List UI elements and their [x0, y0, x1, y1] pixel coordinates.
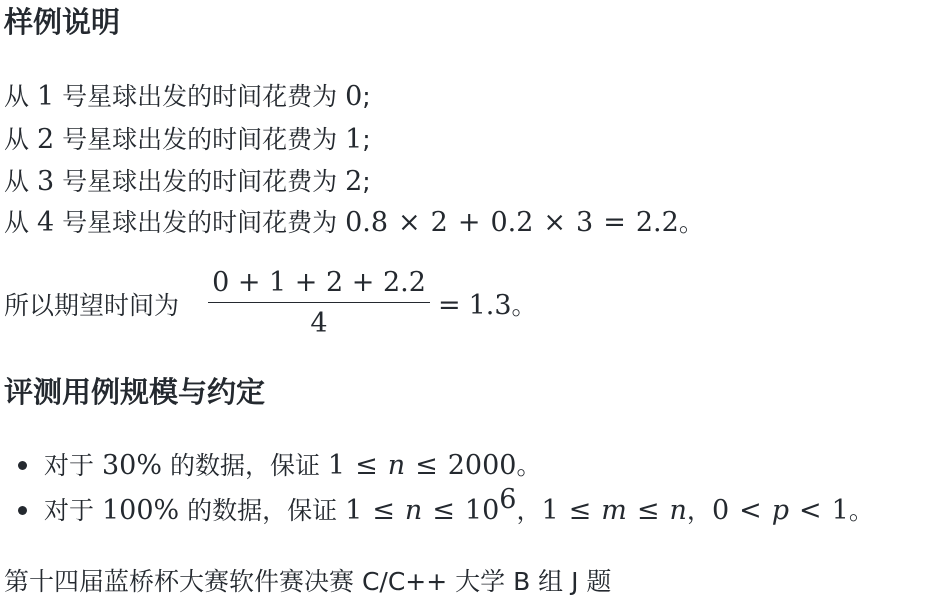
power-base: 10	[464, 495, 500, 526]
fraction-bar	[208, 302, 430, 303]
math-term: 0	[711, 495, 730, 526]
planet-number: 3	[36, 166, 55, 197]
fraction-denominator: 4	[310, 308, 328, 339]
text-middle: 号星球出发的时间花费为	[62, 167, 338, 196]
times-operator: ×	[398, 207, 421, 238]
text-prefix: 从	[4, 208, 30, 237]
math-variable: p	[771, 495, 790, 526]
le-operator: ≤	[432, 495, 455, 526]
bullet-dot	[18, 461, 27, 470]
fraction-numerator: 0 + 1 + 2 + 2.2	[212, 267, 426, 298]
percent-value: 30%	[101, 450, 162, 481]
planet-number: 2	[36, 124, 55, 155]
text-suffix: ;	[362, 125, 371, 154]
text-suffix: 。	[848, 496, 874, 525]
math-term: 1	[345, 495, 363, 526]
math-term: 1	[327, 450, 346, 481]
sample-explanation-heading: 样例说明	[4, 5, 121, 39]
times-operator: ×	[543, 207, 567, 238]
text-suffix: 。	[511, 291, 537, 320]
text-middle: 的数据，保证	[187, 496, 338, 525]
text-suffix: ;	[362, 82, 371, 111]
text-middle: 号星球出发的时间花费为	[62, 125, 338, 154]
math-term: 0.2	[490, 207, 534, 238]
text-prefix: 从	[4, 167, 30, 196]
cost-value: 2.2	[635, 207, 679, 238]
text-prefix: 对于	[44, 451, 95, 480]
math-term: 1	[831, 495, 849, 526]
math-term: 1	[541, 495, 559, 526]
power-exponent: 6	[499, 483, 517, 515]
cost-value: 1	[345, 124, 363, 155]
expectation-label	[4, 290, 179, 322]
bullet-dot	[18, 506, 27, 515]
text-middle: 号星球出发的时间花费为	[62, 82, 338, 111]
constraints-heading: 评测用例规模与约定	[4, 375, 266, 409]
math-term: 3	[576, 207, 594, 238]
math-variable: m	[601, 495, 627, 526]
le-operator: ≤	[636, 495, 660, 526]
separator: ，	[686, 496, 712, 525]
problem-source-footer: 第十四届蓝桥杯大赛软件赛决赛 C/C++ 大学 B 组 J 题	[4, 567, 612, 596]
text-prefix: 对于	[44, 496, 95, 525]
equals-operator: =	[603, 207, 626, 238]
text-prefix: 从	[4, 125, 30, 154]
text-suffix: 。	[678, 208, 704, 237]
text-middle: 号星球出发的时间花费为	[62, 208, 338, 237]
expectation-prefix: 所以期望时间为	[4, 291, 180, 320]
text-middle: 的数据，保证	[169, 451, 320, 480]
expectation-value: 1.3	[468, 290, 512, 321]
planet-4-cost-line	[4, 207, 704, 239]
plus-operator: +	[457, 207, 481, 238]
planet-number: 4	[36, 207, 55, 238]
separator: ，	[516, 496, 542, 525]
le-operator: ≤	[568, 495, 592, 526]
math-term: 2000	[447, 450, 517, 481]
planet-3-cost-line	[4, 166, 371, 198]
text-prefix: 从	[4, 82, 30, 111]
planet-number: 1	[36, 81, 55, 112]
planet-1-cost-line	[4, 81, 371, 113]
constraint-item-30-percent	[44, 450, 541, 482]
equals-operator: =	[438, 290, 461, 321]
le-operator: ≤	[355, 450, 378, 481]
math-variable: n	[404, 495, 423, 526]
lt-operator: <	[799, 495, 822, 526]
constraint-item-100-percent	[44, 483, 874, 527]
le-operator: ≤	[372, 495, 395, 526]
text-suffix: ;	[362, 167, 371, 196]
lt-operator: <	[739, 495, 762, 526]
cost-value: 2	[345, 166, 363, 197]
expectation-result	[438, 290, 537, 322]
percent-value: 100%	[101, 495, 180, 526]
math-term: 2	[430, 207, 448, 238]
math-term: 0.8	[345, 207, 389, 238]
text-suffix: 。	[516, 451, 542, 480]
expectation-fraction	[208, 266, 430, 341]
cost-value: 0	[345, 81, 363, 112]
planet-2-cost-line	[4, 124, 371, 156]
math-variable: n	[387, 450, 406, 481]
math-variable: n	[669, 495, 687, 526]
le-operator: ≤	[415, 450, 438, 481]
